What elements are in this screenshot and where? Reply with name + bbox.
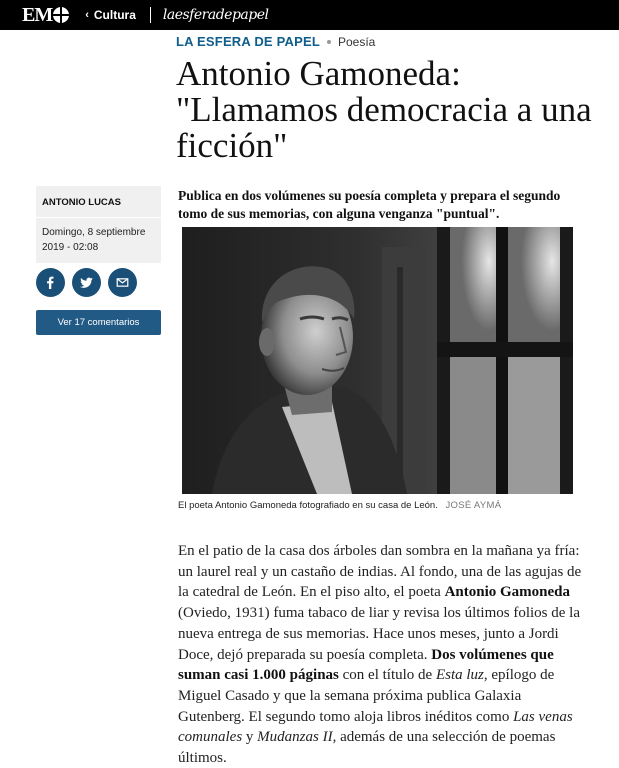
body-text-segment: En el patio de la casa dos árboles dan sombra en la mañana ya fría: un laurel real y un castaño de indias. Al fondo, una de las agujas de la catedral de León. En el piso alto, el poeta bbox=[178, 543, 582, 601]
el-mundo-logo[interactable] bbox=[22, 4, 69, 27]
section-link-cultura[interactable] bbox=[85, 8, 136, 22]
author-name[interactable]: ANTONIO LUCAS bbox=[36, 186, 161, 218]
view-comments-button[interactable]: Ver 17 comentarios bbox=[36, 310, 161, 335]
body-text-segment: , además de una selección de poemas últimos. bbox=[178, 729, 556, 767]
email-share-button[interactable] bbox=[108, 268, 137, 297]
photo-credit: JOSÉ AYMÁ bbox=[445, 500, 502, 511]
article-body bbox=[178, 541, 588, 768]
body-text-segment: (Oviedo, 1931) fuma tabaco de liar y revisa los últimos folios de la nueva entrega de sus memorias. Hace unos meses, junto a Jordi Doce, dejó preparada su poesía completa. bbox=[178, 605, 580, 663]
separator-dot bbox=[327, 40, 331, 44]
logo-text: EM bbox=[22, 3, 53, 26]
divider bbox=[150, 7, 151, 23]
body-book-title: Mudanzas II bbox=[257, 729, 333, 746]
body-book-title: Las venas comunales bbox=[178, 708, 573, 746]
body-bold-highlight: Dos volúmenes que suman casi 1.000 páginas bbox=[178, 646, 554, 684]
article-headline: Antonio Gamoneda: "Llamamos democracia a una ficción" bbox=[176, 54, 592, 165]
body-bold-name: Antonio Gamoneda bbox=[444, 584, 570, 601]
article-standfirst: Publica en dos volúmenes su poesía completa y prepara el segundo tomo de sus memorias, con alguna venganza "puntual". bbox=[178, 188, 561, 221]
body-text-segment: , epílogo de Miguel Casado y que la semana próxima publica Galaxia Gutenberg. El segundo tomo aloja libros inéditos como bbox=[178, 667, 555, 725]
facebook-share-button[interactable] bbox=[36, 268, 65, 297]
caption-text: El poeta Antonio Gamoneda fotografiado en su casa de León. bbox=[178, 500, 438, 511]
photo-caption bbox=[178, 500, 501, 511]
chevron-left-icon: ‹ bbox=[85, 9, 89, 21]
facebook-icon bbox=[44, 276, 57, 289]
share-buttons bbox=[36, 268, 144, 297]
body-text-segment: con el título de bbox=[338, 667, 436, 684]
author-box bbox=[36, 186, 161, 263]
section-link-label: Cultura bbox=[93, 8, 136, 22]
la-esfera-de-papel-logo[interactable]: laesferadepapel bbox=[162, 7, 269, 23]
portrait-photo-illustration bbox=[182, 227, 573, 494]
publish-date: Domingo, 8 septiembre 2019 - 02:08 bbox=[42, 227, 146, 253]
twitter-share-button[interactable] bbox=[72, 268, 101, 297]
section-name[interactable]: LA ESFERA DE PAPEL bbox=[176, 34, 320, 49]
email-icon bbox=[116, 276, 129, 289]
body-paragraph bbox=[178, 541, 588, 768]
body-text-segment: y bbox=[242, 729, 258, 746]
top-navigation-bar bbox=[0, 0, 619, 30]
globe-icon bbox=[53, 7, 69, 23]
section-header bbox=[176, 34, 375, 49]
body-book-title: Esta luz bbox=[435, 667, 484, 684]
twitter-icon bbox=[80, 276, 93, 289]
subsection-name[interactable]: Poesía bbox=[337, 34, 376, 49]
article-photo[interactable] bbox=[182, 227, 573, 494]
